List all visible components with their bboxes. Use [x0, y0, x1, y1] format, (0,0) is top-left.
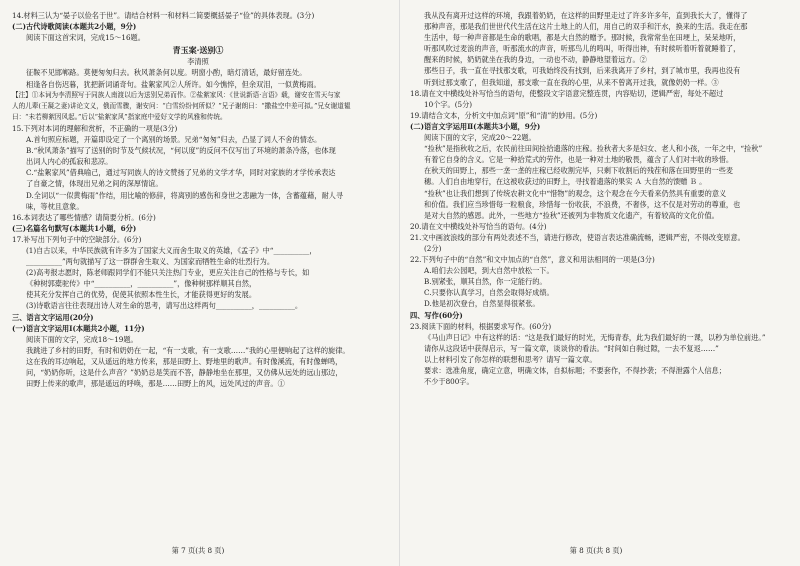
left-text-line: 田野上传来的歌声，那是遥远的呼唤，那是……田野上的风，远处风过的声音。①	[26, 379, 285, 389]
left-text-line: 问，“奶奶你听，这是什么声音？”奶奶总是笑而不答，静静地坐在那里，又仿佛从远处的远山那边，	[26, 368, 343, 377]
right-text-line: 要求：选准角度，确定立意，明确文体，自拟标题；不要套作，不得抄袭；不得泄露个人信息；	[424, 366, 726, 375]
right-text-line: 那种声音，那是我们世世代代生活在这片土地上的人们，用自己的双手和汗水，换来的生活。我走在那	[424, 22, 748, 32]
right-text-line: 我从没有离开过这样的环境，我跟着奶奶，在这样的田野里走过了许多许多年，直到我长大了，懂得了	[424, 11, 748, 20]
left-page-footer: 第 7 页(共 8 页)	[171, 545, 225, 555]
right-text-line: C.只要你认真学习，自然会取得好成绩。	[424, 288, 554, 298]
left-text-line: 人的儿辈(王凝之妻)讲论文义，俄而雪骤，谢安问：“白雪纷纷何所似？”兄子谢朗曰：“撒盐空中差可拟。”兄女谢道韫	[12, 101, 351, 110]
right-text-line: 有着它自身的含义。它是一种拾荒式的劳作，也是一种对土地的敬畏，蕴含了人们对丰收的珍惜。	[424, 155, 734, 165]
left-text-line: 16.本词表达了哪些情感？请简要分析。(6分)	[12, 212, 156, 222]
right-text-line: 18.请在文中横线处补写恰当的语句，使整段文字语意完整连贯，内容贴切，逻辑严密，每处不超过	[410, 88, 724, 98]
left-text-line: 青玉案·送别①	[172, 45, 224, 56]
right-text-line: (2分)	[424, 243, 442, 253]
right-text-line: “捡秋”是指秋收之后，农民前往田间捡拾遗落的庄稼。捡秋者大多是妇女、老人和小孩，一年之中，“捡秋”	[424, 144, 763, 154]
left-text-line: 相逢各自伤迟暮，犹把新词诵奇句。盐絮家风②人所许。如今憔悴，但余双泪，一似黄梅雨。	[26, 79, 321, 89]
page-divider	[399, 0, 400, 566]
right-text-line: “捡秋”也让我们想到了传统农耕文化中“惜物”的观念，这个观念在今天看来仍然具有重要的意义	[424, 188, 727, 198]
left-text-line: 出词人内心的孤寂和悲凉。	[26, 157, 113, 167]
left-text-line: D.全词以“一似黄梅雨”作结，用比喻的修辞，将离别的感伤和身世之悲融为一体，含蓄蕴藉，耐人寻	[26, 190, 344, 200]
right-text-line: 和价值。我们应当珍惜每一粒粮食，珍惜每一份收获，不浪费，不奢侈，这不仅是对劳动的尊重，也	[424, 199, 741, 209]
left-text-line: 使其充分发挥自己的优势，促使其依照本性生长，才能获得更好的发展。	[26, 290, 257, 300]
right-text-line: 《马山声日记》中有这样的话：“这是我们最好的时光，无悔青春，此为我们最好的一课，以秒为单位前进。”	[424, 332, 766, 342]
right-text-line: 四、写作(60分)	[410, 310, 463, 320]
left-text-line: 阅读下面这首宋词，完成15～16题。	[26, 33, 145, 43]
right-text-line: 22.下列句子中的“自然”和文中加点的“自然”，意义和用法相同的一项是(3分)	[410, 255, 655, 265]
right-text-line: 醒来的时候，奶奶就坐在我的身边，一动也不动，静静地望着远方。②	[424, 55, 647, 65]
left-text-line: 15.下列对本词的理解和赏析，不正确的一项是(3分)	[12, 123, 178, 133]
left-text-line: (1)自古以来，中华民族就有许多为了国家大义而舍生取义的英雄，《孟子》中“__________，	[26, 245, 317, 255]
right-text-line: 请你从这段话中获得启示，写一篇文章，谈谈你的看法。“时间如白驹过隙，一去不复返……”	[424, 343, 719, 353]
left-text-line: (2)高考报志愿时，陈老师跟同学们不能只关注热门专业，更应关注自己的性格与专长，如	[26, 268, 310, 278]
left-text-line: 了自豪之情，体现出兄弟之间的深厚情谊。	[26, 179, 163, 189]
right-page-footer: 第 8 页(共 8 页)	[569, 545, 623, 555]
right-text-line: A.咱们去公园吧，到大自然中放松一下。	[424, 266, 554, 276]
left-text-line: (二)古代诗歌阅读(本题共2小题，9分)	[12, 22, 137, 32]
right-text-line: 听到过那支歌了，但我知道，那支歌一直在我的心里，从来不曾离开过我，就像奶奶一样。③	[424, 77, 719, 87]
page-7	[12, 10, 384, 558]
left-text-line: A.首句照应标题，开篇即设定了一个离别的场景。兄弟“匆匆”归去，凸显了词人不舍的情态。	[26, 135, 322, 145]
right-text-line: D.他是初次登台，自然显得很紧张。	[424, 299, 540, 309]
right-text-line: 20.请在文中横线处补写恰当的语句。(4分)	[410, 221, 547, 231]
right-text-line: 以上材料引发了你怎样的联想和思考？请写一篇文章。	[424, 354, 597, 364]
right-text-line: 不少于800字。	[424, 377, 474, 387]
left-text-line: 【注】①本词为李清照写于同族人南渡以后为送别兄弟而作。②盐絮家风：《世说新语·言语》载，谢安在雪天与家	[12, 90, 341, 99]
left-text-line: __________”两句就描写了这一群群舍生取义、为国家而牺牲生命的壮烈行为。	[26, 257, 275, 267]
right-text-line: 21.文中画波浪线的部分有两处表述不当，请进行修改，使语言表达准确流畅，逻辑严密，不得改变原意。	[410, 232, 745, 242]
left-text-line: 阅读下面的文字，完成18～19题。	[26, 334, 138, 344]
left-text-line: 17.补写出下列句子中的空缺部分。(6分)	[12, 234, 142, 244]
left-text-line: (3)诗歌语言往往表现出诗人对生命的思考，请写出这样两句__________，__________。	[26, 301, 303, 311]
left-text-line: 《种树郭橐驼传》中“__________，__________”，像种树那样顺其自然，	[26, 279, 257, 289]
left-text-line: 14.材料三认为“晏子以俭名于世”。请结合材料一和材料二简要概括晏子“俭”的具体表现。(3分)	[12, 11, 315, 20]
right-text-line: 19.请结合文本，分析文中加点词“原”和“清”的妙用。(5分)	[410, 110, 598, 120]
left-text-line: 李清照	[187, 57, 209, 67]
right-text-line: 是对大自然的感恩。此外，一些地方“捡秋”还被列为非物质文化遗产，有着较高的文化价值。	[424, 210, 719, 220]
right-text-line: 在秋天的田野上，那些一垄一垄的庄稼已经收割完毕，只剩下收割后的残茬和落在田野里的一些麦	[424, 166, 734, 176]
left-text-line: (一)语言文字运用Ⅰ(本题共2小题，11分)	[12, 323, 145, 333]
right-text-line: 生活中，每一种声音都是生命的歌唱，都是大自然的赠予。那时候，我常常坐在田埂上，呆呆地听，	[424, 33, 741, 43]
left-text-line: 曰：“未若柳絮因风起。”后以“盐絮家风”指家庭中爱好文学的风雅和传统。	[12, 112, 227, 121]
left-text-line: C.“盐絮家风”借典喻己，通过写同族人的诗文赞扬了兄弟的文学才华，同时对家族的才学传承表达	[26, 168, 336, 178]
right-text-line: 阅读下面的文字，完成20～22题。	[424, 133, 536, 143]
left-text-line: 这在我的耳边响起，又从遥远的地方传来，那是田野上、野地里的歌声。有时像溪流，有时像蝉鸣，	[26, 356, 343, 366]
left-text-line: 味，等枕且意象。	[26, 201, 84, 211]
right-text-line: 10个字。(5分)	[424, 99, 473, 109]
page-8	[410, 10, 782, 558]
right-text-line: 听那风吹过麦浪的声音，听那流水的声音，听那鸟儿的鸣叫，听得出神，有时候听着听着就睡着了，	[424, 44, 741, 54]
left-text-line: 三、语言文字运用(20分)	[12, 312, 94, 322]
right-text-line: 23.阅读下面的材料，根据要求写作。(60分)	[410, 321, 552, 331]
right-text-line: B.别紧张，顺其自然，你一定能行的。	[424, 277, 547, 287]
left-text-line: (三)名篇名句默写(本题共1小题，6分)	[12, 223, 137, 233]
right-text-line: 那些日子，我一直在寻找那支歌，可我始终没有找到，后来我离开了乡村，到了城市里，我再也没有	[424, 66, 741, 76]
right-text-line: (二)语言文字运用Ⅱ(本题共3小题，9分)	[410, 121, 541, 131]
left-text-line: 征鞍不见邯郸路。莫便匆匆归去。秋风萧条何以度。明窗小酌，暗灯清话，最好留连处。	[26, 68, 307, 78]
right-text-line: 穗。人们自由地穿行，在这被收获过的田野上，寻找着遗落的果实 Ａ 大自然的馈赠 Ｂ 。	[424, 177, 707, 187]
left-text-line: B.“秋风萧条”描写了送别的时节及气候状况，“何以度”的反问不仅写出了环境的萧条冷落，也体现	[26, 146, 336, 156]
left-text-line: 我跳进了乡村的田野，有时和奶奶在一起，“有一支歌，有一支歌……”我的心里便响起了这样的旋律。	[26, 345, 350, 355]
